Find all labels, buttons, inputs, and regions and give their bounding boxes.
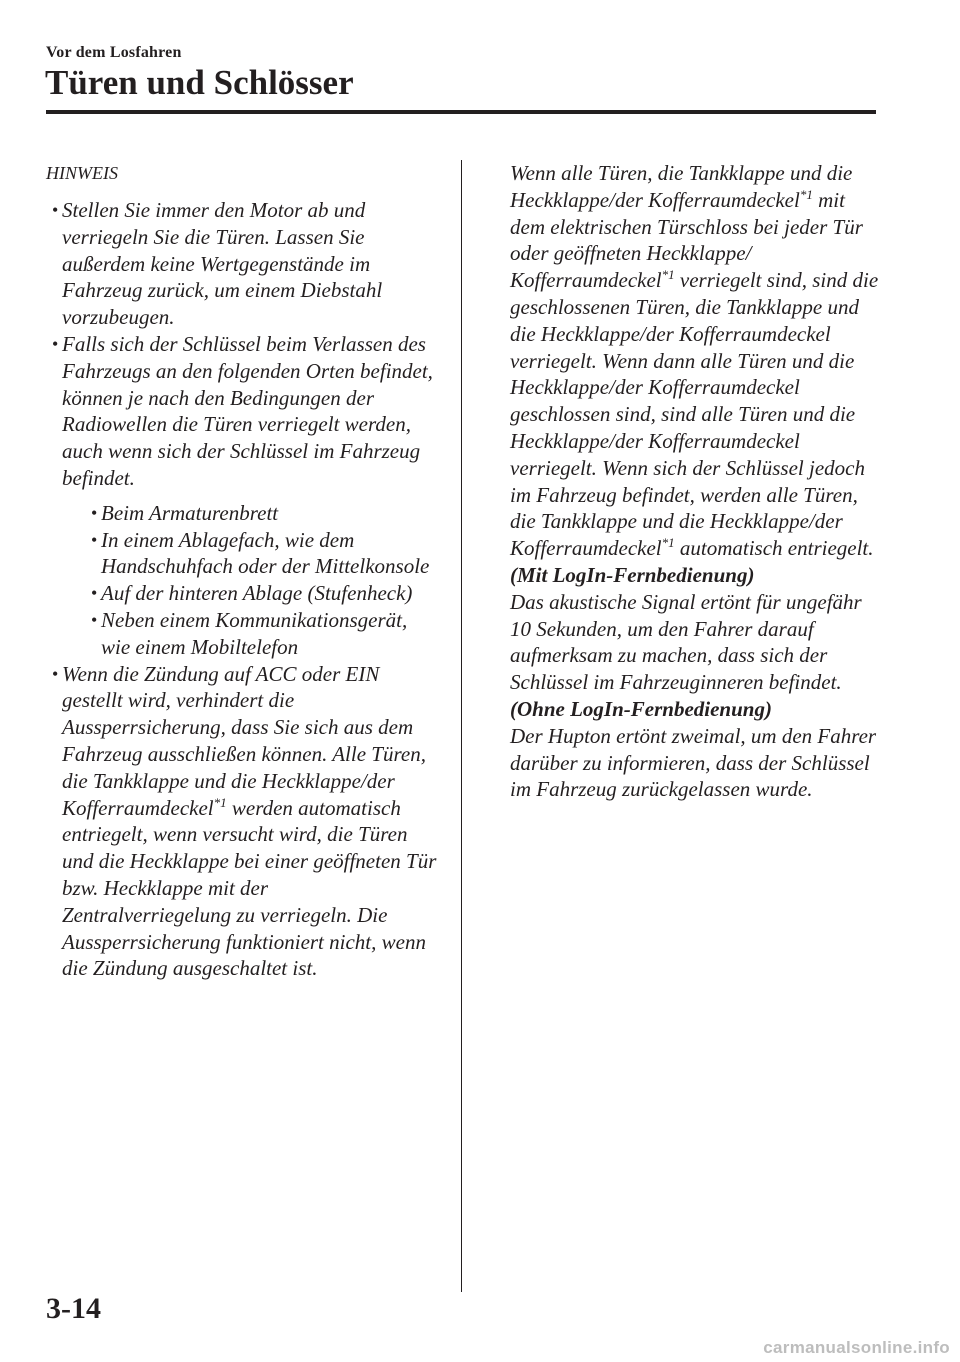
bullet-mark: • bbox=[91, 609, 98, 630]
note-bullet-3-text-a: Wenn die Zündung auf ACC oder EIN gestellt wird, verhindert die Aussperrsicherung, dass Sie sich aus dem Fahrzeug ausschließen können. Alle Türen, die Tankklappe und die Heckklappe/der Kofferraumdeckel bbox=[62, 661, 426, 820]
location-item bbox=[62, 607, 441, 661]
note-heading: HINWEIS bbox=[46, 163, 118, 183]
footnote-marker: *1 bbox=[661, 267, 675, 283]
bullet-mark: • bbox=[91, 529, 98, 550]
note-bullet-1-text: Stellen Sie immer den Motor ab und verriegeln Sie die Türen. Lassen Sie außerdem keine Wertgegenstände im Fahrzeug zurück, um einem Diebstahl vorzubeugen. bbox=[62, 198, 383, 330]
lock-paragraph-text-d: automatisch entriegelt. bbox=[679, 536, 874, 561]
without-login-heading: (Ohne LogIn-Fernbedienung) bbox=[510, 696, 772, 721]
note-bullet-3 bbox=[46, 661, 441, 983]
page-number: 3-14 bbox=[46, 1292, 101, 1325]
lock-paragraph-text-a: Wenn alle Türen, die Tankklappe und die Heckklappe/der Kofferraumdeckel bbox=[510, 161, 853, 212]
bullet-mark: • bbox=[52, 200, 59, 220]
location-item bbox=[62, 500, 441, 527]
note-bullet-2-text: Falls sich der Schlüssel beim Verlassen des Fahrzeugs an den folgenden Orten befindet, können je nach den Bedingungen der Radiowellen die Türen verriegelt werden, auch wenn sich der Schlüssel im Fahrzeug befindet. bbox=[62, 331, 433, 490]
footnote-marker: *1 bbox=[661, 535, 675, 551]
lock-paragraph-text-c: verriegelt sind, sind die geschlossenen Türen, die Tankklappe und die Heckklappe/der Kofferraumdeckel verriegelt. Wenn dann alle Türen und die Heckklappe/der Kofferraumdeckel geschlossen sind, sind alle Türen und die Heckklappe/der Kofferraumdeckel verriegelt. Wenn sich der Schlüssel jedoch im Fahrzeug befindet, werden alle Türen, die Tankklappe und die Heckklappe/der Kofferraumdeckel bbox=[510, 268, 879, 561]
chapter-title: Türen und Schlösser bbox=[45, 63, 354, 102]
column-divider bbox=[461, 160, 462, 1292]
header-rule bbox=[46, 110, 876, 114]
bullet-mark: • bbox=[52, 333, 59, 354]
location-item-text: Beim Armaturenbrett bbox=[101, 500, 279, 525]
location-list bbox=[62, 500, 441, 661]
without-login-text: Der Hupton ertönt zweimal, um den Fahrer darüber zu informieren, dass der Schlüssel im Fahrzeug zurückgelassen wurde. bbox=[510, 723, 877, 802]
lock-paragraph-text-b: mit dem elektrischen Türschloss bei jeder Tür oder geöffneten Heckklappe/ Kofferraumdeckel bbox=[510, 187, 863, 293]
with-login-text: Das akustische Signal ertönt für ungefähr 10 Sekunden, um den Fahrer darauf aufmerksam zu machen, dass sich der Schlüssel im Fahrzeuginneren befindet. bbox=[510, 589, 862, 695]
location-item bbox=[62, 580, 441, 607]
bullet-mark: • bbox=[91, 502, 98, 523]
lock-paragraph bbox=[510, 160, 882, 562]
watermark: carmanualsonline.info bbox=[763, 1338, 950, 1357]
location-item bbox=[62, 527, 441, 581]
location-item-text: In einem Ablagefach, wie dem Handschuhfach oder der Mittelkonsole bbox=[101, 527, 430, 579]
left-column bbox=[46, 160, 441, 982]
footnote-marker: *1 bbox=[799, 186, 813, 202]
section-label: Vor dem Losfahren bbox=[46, 44, 182, 61]
bullet-mark: • bbox=[91, 583, 98, 604]
note-bullet-1 bbox=[46, 197, 441, 331]
footnote-marker: *1 bbox=[213, 794, 227, 810]
with-login-heading: (Mit LogIn-Fernbedienung) bbox=[510, 562, 755, 587]
location-item-text: Auf der hinteren Ablage (Stufenheck) bbox=[101, 581, 413, 606]
note-bullet-3-text-b: werden automatisch entriegelt, wenn versucht wird, die Türen und die Heckklappe bei einer geöffneten Tür bzw. Heckklappe mit der Zentralverriegelung zu verriegeln. Die Aussperrsicherung funktioniert nicht, wenn die Zündung ausgeschaltet ist. bbox=[62, 795, 437, 981]
note-bullet-2 bbox=[46, 331, 441, 661]
bullet-mark: • bbox=[52, 663, 59, 684]
location-item-text: Neben einem Kommunikationsgerät, wie einem Mobiltelefon bbox=[101, 607, 408, 659]
right-column bbox=[510, 160, 882, 803]
